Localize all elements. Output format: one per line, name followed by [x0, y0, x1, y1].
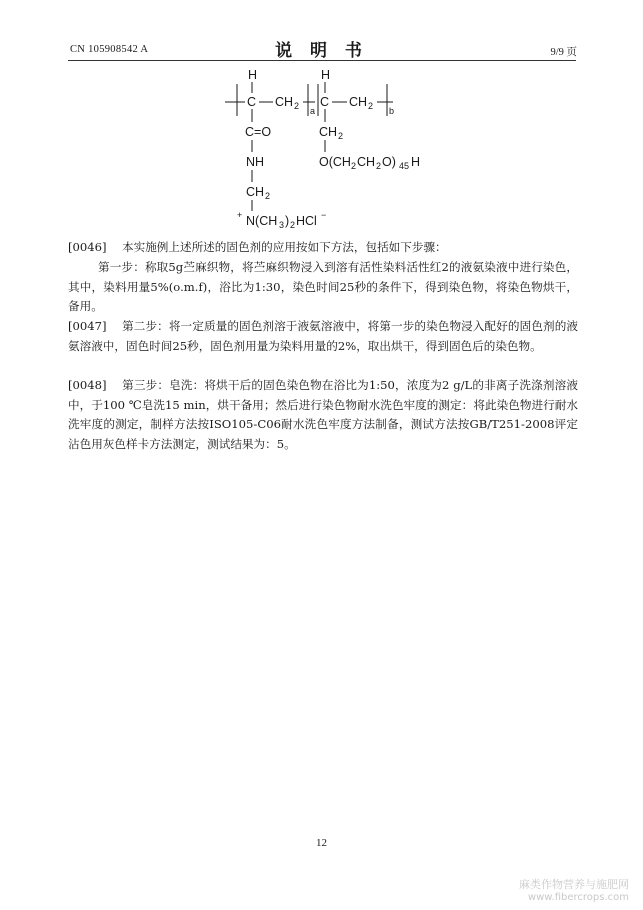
svg-text:−: − [321, 210, 327, 220]
svg-text:CH: CH [357, 155, 376, 169]
svg-text:2: 2 [338, 131, 344, 141]
svg-text:2: 2 [294, 101, 300, 111]
page-number: 12 [316, 837, 327, 849]
svg-text:2: 2 [376, 161, 382, 171]
page-indicator: 9/9 页 [550, 47, 577, 58]
formula-ch2-4: CH [319, 125, 338, 139]
formula-carbonyl: C=O [245, 125, 272, 139]
formula-c2: C [320, 95, 330, 109]
paragraph-step-one [68, 258, 578, 317]
formula-amine: N(CH [246, 214, 278, 228]
formula-h1: H [248, 68, 258, 82]
svg-text:H: H [411, 155, 421, 169]
svg-text:2: 2 [351, 161, 357, 171]
formula-ch2-3: CH [246, 185, 265, 199]
svg-text:2: 2 [290, 220, 296, 230]
formula-ether-chain: O(CH [319, 155, 351, 169]
paragraph-0046 [68, 238, 578, 258]
paragraph-0048 [68, 376, 578, 454]
formula-subscript-b: b [389, 106, 395, 116]
formula-ch2-2: CH [349, 95, 368, 109]
watermark-title: 麻类作物营养与施肥网 [519, 878, 629, 891]
paragraph-text: 第二步：将一定质量的固色剂溶于液氨溶液中，将第一步的染色物浸入配好的固色剂的液氨溶液中，固色时间25秒，固色剂用量为染料用量的2%，取出烘干，得到固色后的染色物。 [68, 319, 578, 353]
paragraph-tag: [0046] [68, 240, 107, 254]
chemical-structure [215, 66, 455, 231]
paragraph-0047 [68, 317, 578, 356]
svg-text:+: + [237, 210, 243, 220]
formula-subscript-a: a [310, 106, 316, 116]
formula-ch2-1: CH [275, 95, 294, 109]
svg-text:45: 45 [399, 161, 410, 171]
page-title: 说 明 书 [275, 41, 368, 61]
patent-number: CN 105908542 A [70, 44, 149, 55]
paragraph-text: 第一步：称取5g苎麻织物，将苎麻织物浸入到溶有活性染料活性红2的液氨染液中进行染色，其中，染料用量5%(o.m.f)，浴比为1:30，染色时间25秒的条件下，得到染色物，将染色物烘干，备用。 [68, 260, 578, 313]
paragraph-text: 本实施例上述所述的固色剂的应用按如下方法，包括如下步骤： [122, 240, 447, 254]
paragraph-tag: [0048] [68, 378, 107, 392]
header-divider [68, 60, 576, 61]
svg-text:HCl: HCl [296, 214, 317, 228]
svg-text:2: 2 [368, 101, 374, 111]
svg-text:O): O) [382, 155, 396, 169]
formula-c1: C [247, 95, 257, 109]
watermark-url: www.fibercrops.com [527, 892, 629, 903]
paragraph-tag: [0047] [68, 319, 107, 333]
formula-nh: NH [246, 155, 265, 169]
svg-text:2: 2 [265, 191, 271, 201]
svg-text:3: 3 [279, 220, 285, 230]
svg-text:): ) [285, 214, 290, 228]
formula-h2: H [321, 68, 331, 82]
paragraph-text: 第三步：皂洗：将烘干后的固色染色物在浴比为1:50，浓度为2 g/L的非离子洗涤剂溶液中，于100 ℃皂洗15 min，烘干备用；然后进行染色物耐水洗色牢度的测定：将此染色物进行耐水洗牢度的测定，制样方法按ISO105-C06耐水洗色牢度方法制备，测试方法按GB/T251-2008评定沾色用灰色样卡方法测定，测试结果为：5。 [68, 378, 578, 451]
